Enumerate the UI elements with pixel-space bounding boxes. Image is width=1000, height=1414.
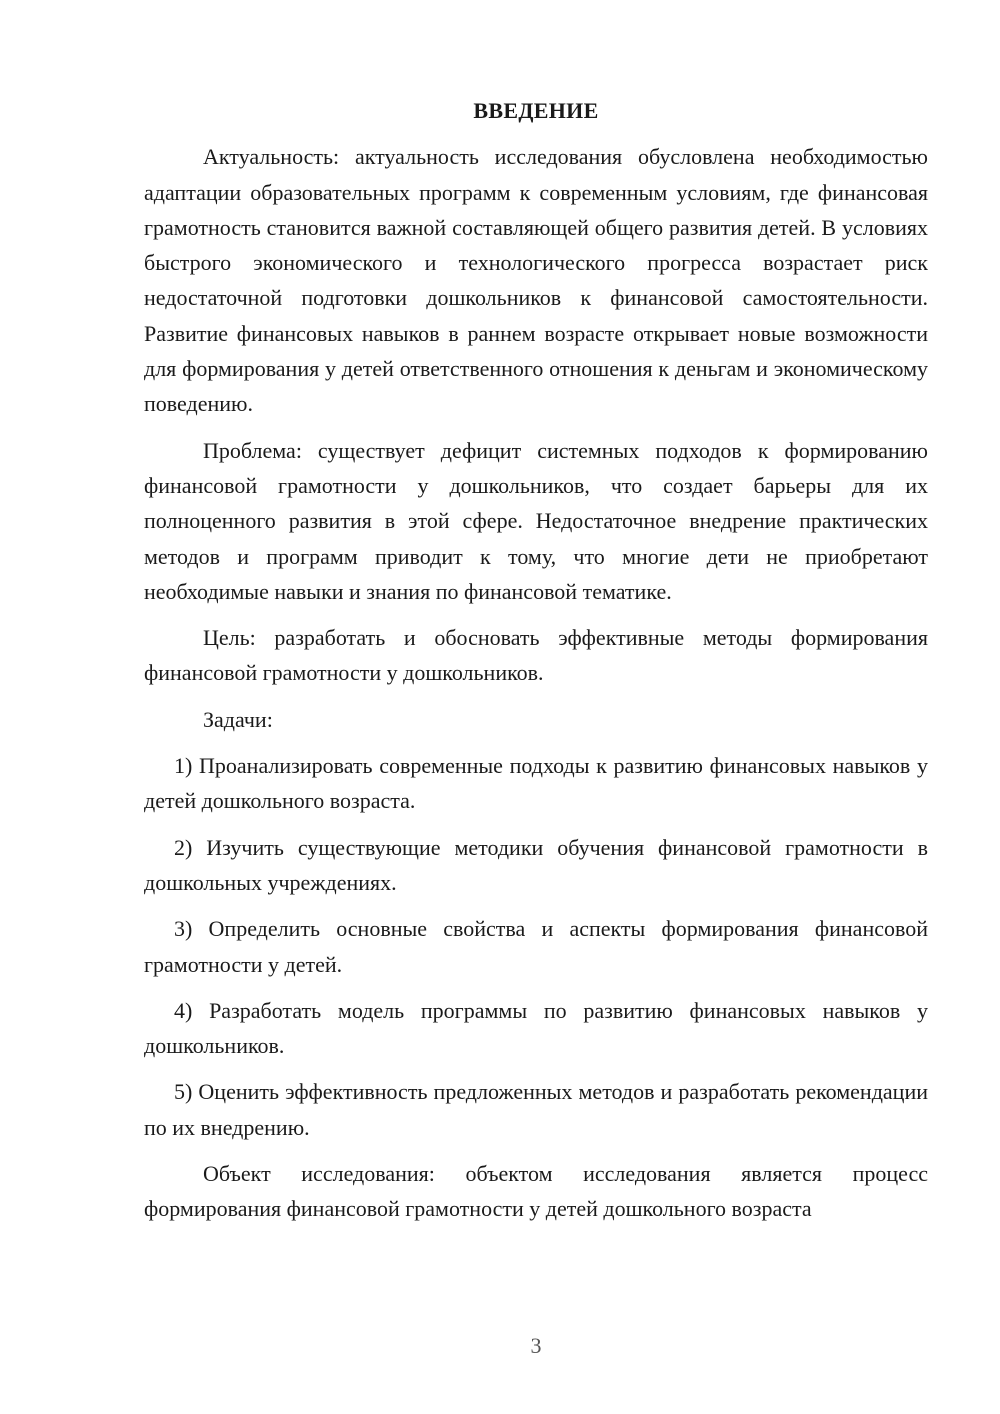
task-item-3: 3) Определить основные свойства и аспекты формирования финансовой грамотности у детей. bbox=[144, 916, 928, 977]
page-content bbox=[144, 93, 928, 1227]
task-item-2: 2) Изучить существующие методики обучения финансовой грамотности в дошкольных учреждениях. bbox=[144, 834, 928, 895]
task-item-1: 1) Проанализировать современные подходы к развитию финансовых навыков у детей дошкольного возраста. bbox=[144, 753, 928, 814]
paragraph-relevance: Актуальность: актуальность исследования обусловлена необходимостью адаптации образовательных программ к современным условиям, где финансовая грамотность становится важной составляющей общего развития детей. В условиях быстрого экономического и технологического прогресса возрастает риск недостаточной подготовки дошкольников к финансовой самостоятельности. Развитие финансовых навыков в раннем возрасте открывает новые возможности для формирования у детей ответственного отношения к деньгам и экономическому поведению. bbox=[144, 144, 928, 417]
task-item-5: 5) Оценить эффективность предложенных методов и разработать рекомендации по их внедрению. bbox=[144, 1079, 928, 1140]
task-item-4: 4) Разработать модель программы по развитию финансовых навыков у дошкольников. bbox=[144, 997, 928, 1059]
tasks-heading: Задачи: bbox=[203, 706, 273, 732]
page-number: 3 bbox=[530, 1333, 542, 1358]
section-title: ВВЕДЕНИЕ bbox=[473, 98, 599, 123]
paragraph-object: Объект исследования: объектом исследования является процесс формирования финансовой грамотности у детей дошкольного возраста bbox=[144, 1161, 928, 1222]
paragraph-goal: Цель: разработать и обосновать эффективные методы формирования финансовой грамотности у дошкольников. bbox=[144, 625, 928, 686]
paragraph-problem: Проблема: существует дефицит системных подходов к формированию финансовой грамотности у дошкольников, что создает барьеры для их полноценного развития в этой сфере. Недостаточное внедрение практических методов и программ приводит к тому, что многие дети не приобретают необходимые навыки и знания по финансовой тематике. bbox=[144, 437, 928, 604]
